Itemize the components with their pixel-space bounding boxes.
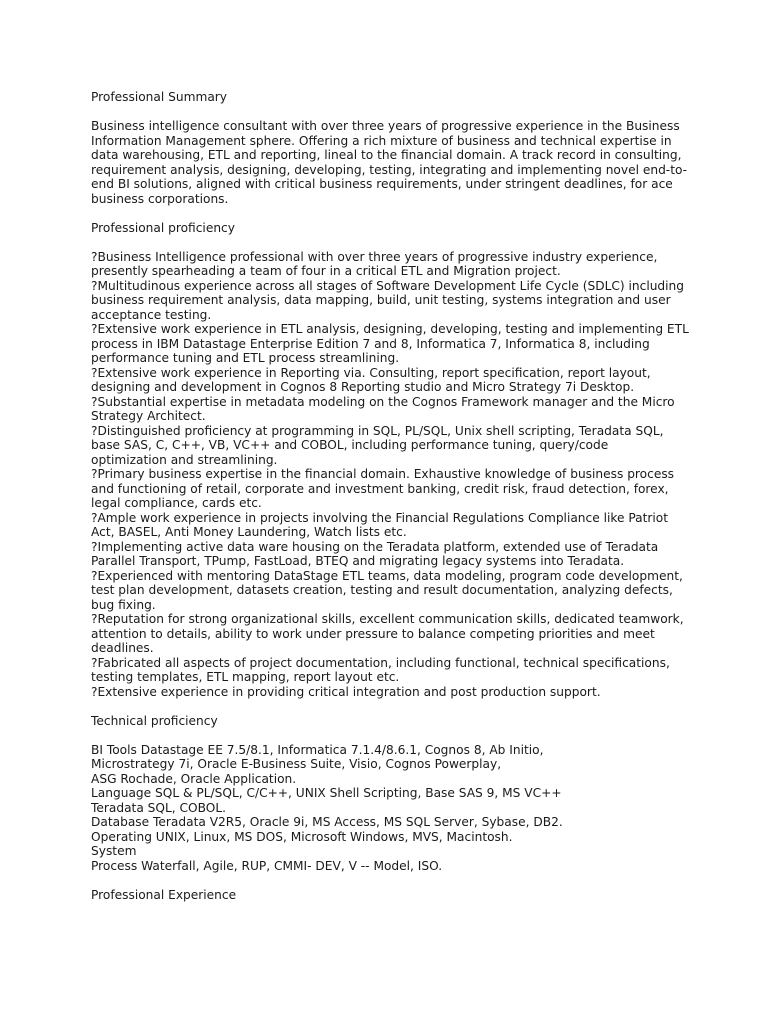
technical-line: Database Teradata V2R5, Oracle 9i, MS Access, MS SQL Server, Sybase, DB2.	[91, 815, 563, 829]
technical-line: System	[91, 844, 137, 858]
proficiency-line: ?Distinguished proficiency at programming in SQL, PL/SQL, Unix shell scripting, Teradata SQL,	[91, 423, 664, 438]
proficiency-line: Strategy Architect.	[91, 409, 206, 423]
proficiency-line: and functioning of retail, corporate and investment banking, credit risk, fraud detection, forex,	[91, 481, 669, 496]
technical-list	[91, 743, 691, 874]
summary-line: end BI solutions, aligned with critical business requirements, under stringent deadlines, for ace	[91, 177, 673, 191]
proficiency-line: ?Reputation for strong organizational skills, excellent communication skills, dedicated teamwork,	[91, 612, 684, 626]
technical-line: Microstrategy 7i, Oracle E-Business Suite, Visio, Cognos Powerplay,	[91, 757, 502, 771]
summary-heading: Professional Summary	[91, 90, 228, 104]
summary-line: Business intelligence consultant with over three years of progressive experience in the Business	[91, 119, 680, 133]
proficiency-line: ?Extensive experience in providing critical integration and post production support.	[91, 684, 601, 699]
proficiency-line: ?Extensive work experience in Reporting via. Consulting, report specification, report layout,	[91, 365, 651, 380]
proficiency-line: legal compliance, cards etc.	[91, 496, 262, 510]
proficiency-line: ?Substantial expertise in metadata modeling on the Cognos Framework manager and the Micro	[91, 394, 675, 409]
proficiency-line: testing templates, ETL mapping, report layout etc.	[91, 670, 400, 684]
proficiency-line: test plan development, datasets creation, testing and result documentation, analyzing defects,	[91, 583, 673, 597]
technical-heading: Technical proficiency	[91, 713, 218, 728]
proficiency-line: designing and development in Cognos 8 Reporting studio and Micro Strategy 7i Desktop.	[91, 380, 635, 394]
proficiency-line: Parallel Transport, TPump, FastLoad, BTEQ and migrating legacy systems into Teradata.	[91, 554, 625, 568]
proficiency-line: ?Extensive work experience in ETL analysis, designing, developing, testing and implementing ETL	[91, 322, 689, 336]
technical-line: Operating UNIX, Linux, MS DOS, Microsoft Windows, MVS, Macintosh.	[91, 829, 513, 844]
proficiency-line: ?Primary business expertise in the financial domain. Exhaustive knowledge of business process	[91, 467, 675, 481]
proficiency-line: Act, BASEL, Anti Money Laundering, Watch lists etc.	[91, 525, 407, 539]
proficiency-line: optimization and streamlining.	[91, 452, 278, 467]
summary-line: requirement analysis, designing, developing, testing, integrating and implementing novel end-to-	[91, 162, 688, 177]
proficiency-line: deadlines.	[91, 641, 154, 655]
proficiency-line: bug fixing.	[91, 597, 156, 612]
summary-line: data warehousing, ETL and reporting, lineal to the financial domain. A track record in consulting,	[91, 148, 682, 162]
summary-line: business corporations.	[91, 191, 229, 206]
proficiency-line: ?Implementing active data ware housing on the Teradata platform, extended use of Teradata	[91, 539, 659, 554]
proficiency-line: business requirement analysis, data mapping, build, unit testing, systems integration and user	[91, 293, 671, 307]
summary-paragraph	[91, 119, 691, 206]
proficiency-line: ?Fabricated all aspects of project documentation, including functional, technical specifications,	[91, 655, 670, 670]
technical-line: Process Waterfall, Agile, RUP, CMMI- DEV, V -- Model, ISO.	[91, 858, 443, 873]
proficiency-line: acceptance testing.	[91, 307, 212, 322]
technical-line: Language SQL & PL/SQL, C/C++, UNIX Shell Scripting, Base SAS 9, MS VC++	[91, 786, 562, 800]
technical-line: Teradata SQL, COBOL.	[91, 800, 227, 815]
proficiency-list	[91, 250, 691, 700]
proficiency-line: ?Business Intelligence professional with over three years of progressive industry experience,	[91, 249, 658, 264]
technical-line: ASG Rochade, Oracle Application.	[91, 771, 297, 786]
proficiency-line: attention to details, ability to work under pressure to balance competing priorities and meet	[91, 626, 655, 641]
proficiency-line: process in IBM Datastage Enterprise Edition 7 and 8, Informatica 7, Informatica 8, including	[91, 336, 650, 351]
summary-line: Information Management sphere. Offering a rich mixture of business and technical expertise in	[91, 133, 672, 148]
proficiency-heading: Professional proficiency	[91, 220, 235, 235]
experience-heading: Professional Experience	[91, 887, 237, 902]
proficiency-line: presently spearheading a team of four in a critical ETL and Migration project.	[91, 264, 561, 278]
proficiency-line: ?Ample work experience in projects involving the Financial Regulations Compliance like Patriot	[91, 510, 669, 525]
technical-line: BI Tools Datastage EE 7.5/8.1, Informatica 7.1.4/8.6.1, Cognos 8, Ab Initio,	[91, 742, 544, 757]
proficiency-line: performance tuning and ETL process streamlining.	[91, 351, 400, 365]
proficiency-line: ?Experienced with mentoring DataStage ETL teams, data modeling, program code development,	[91, 568, 683, 583]
proficiency-line: base SAS, C, C++, VB, VC++ and COBOL, including performance tuning, query/code	[91, 438, 609, 452]
proficiency-line: ?Multitudinous experience across all stages of Software Development Life Cycle (SDLC) including	[91, 278, 685, 293]
document-content	[91, 90, 691, 917]
